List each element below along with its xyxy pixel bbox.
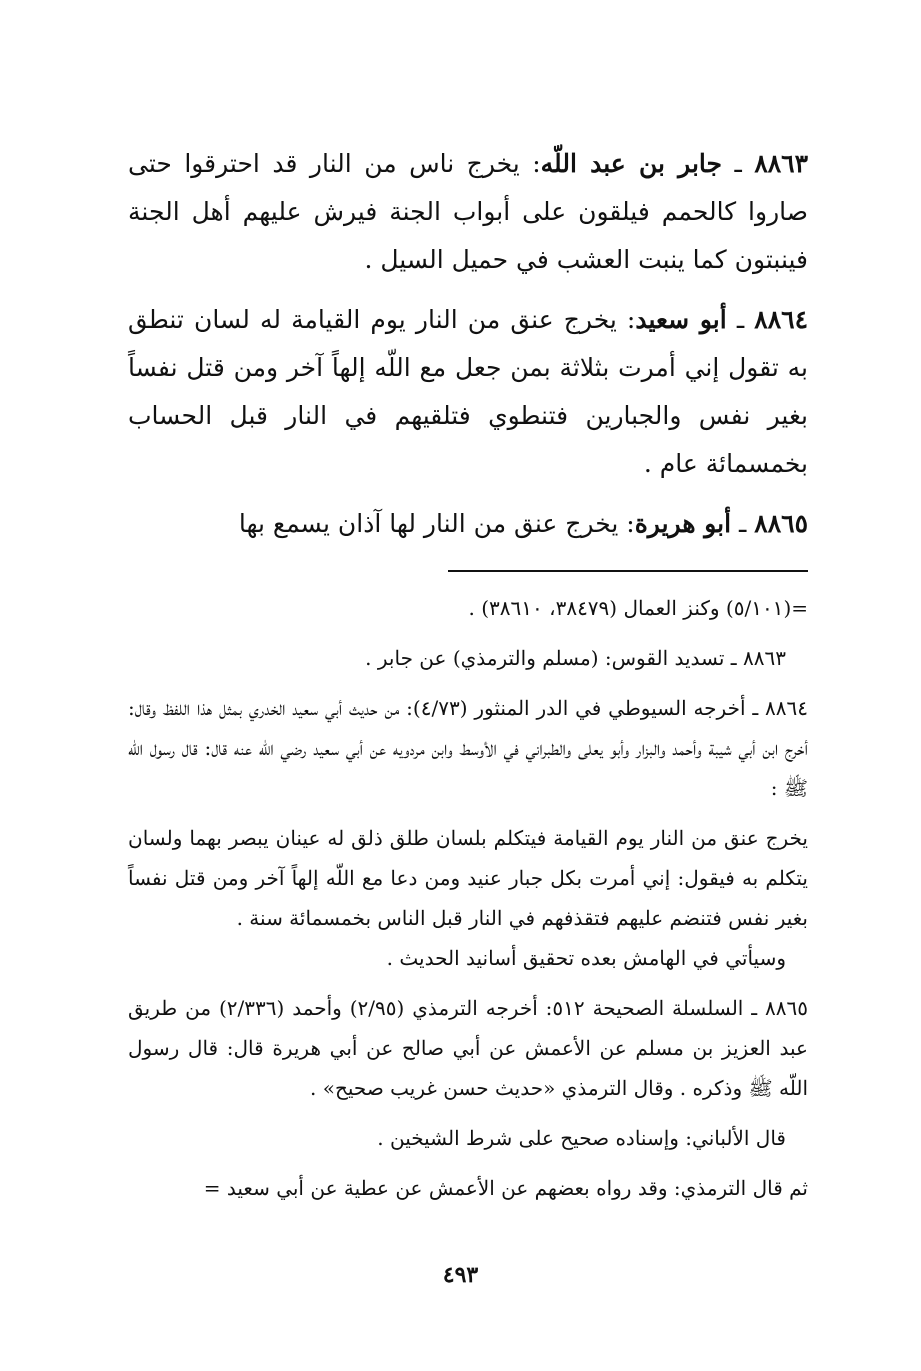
hadith-narrator: أبو سعيد [635, 305, 727, 334]
hadith-number: ٨٨٦٤ [754, 305, 808, 334]
hadith-entry: ٨٨٦٣ ـ جابر بن عبد اللّه: يخرج ناس من النار قد احترقوا حتى صاروا كالحمم فيلقون على أبواب الجنة فيرش عليهم أهل الجنة فينبتون كما ينبت العشب في حميل السيل . [128, 149, 809, 274]
page-body [128, 140, 808, 1208]
hadith-narrator: جابر بن عبد اللّه [540, 149, 723, 178]
hadith-number: ٨٨٦٥ [754, 509, 808, 538]
footnote: ٨٨٦٣ ـ تسديد القوس: (مسلم والترمذي) عن جابر . [365, 646, 786, 670]
hadith-narrator: أبو هريرة [634, 509, 732, 538]
hadith-number: ٨٨٦٣ [754, 149, 809, 178]
hadith-entries [128, 140, 808, 548]
hadith-entry: ٨٨٦٤ ـ أبو سعيد: يخرج عنق من النار يوم القيامة له لسان تنطق به تقول إني أمرت بثلاثة بمن جعل مع اللّه إلهاً آخر ومن قتل نفساً بغير نفس والجبارين فتنطوي فتلقيهم في النار قبل الحساب بخمسمائة عام . [128, 305, 808, 478]
page-number: ٤٩٣ [442, 1262, 479, 1288]
footnote: يخرج عنق من النار يوم القيامة فيتكلم بلسان طلق ذلق له عينان يبصر بهما ولسان يتكلم به فيقول: إني أمرت بكل جبار عنيد ومن دعا مع اللّه إلهاً آخر ومن قتل نفساً بغير نفس فتنضم عليهم فتقذفهم في النار قبل الناس بخمسمائة سنة . [128, 826, 808, 930]
hadith-text: يخرج عنق من النار لها آذان يسمع بها [238, 509, 619, 538]
footnote: وسيأتي في الهامش بعده تحقيق أسانيد الحديث . [386, 946, 786, 970]
footnote: ثم قال الترمذي: وقد رواه بعضهم عن الأعمش عن عطية عن أبي سعيد = [203, 1176, 808, 1200]
footnotes [128, 588, 808, 1208]
footnote: قال الألباني: وإسناده صحيح على شرط الشيخين . [377, 1126, 786, 1150]
hadith-entry: ٨٨٦٥ ـ أبو هريرة: يخرج عنق من النار لها آذان يسمع بها [238, 509, 808, 538]
footnote: ٨٨٦٥ ـ السلسلة الصحيحة ٥١٢: أخرجه الترمذي (٢/٩٥) وأحمد (٢/٣٣٦) من طريق عبد العزيز بن مسلم عن الأعمش عن أبي صالح عن أبي هريرة قال: قال رسول اللّه ﷺ وذكره . وقال الترمذي «حديث حسن غريب صحيح» . [128, 996, 808, 1100]
footnote-divider [448, 570, 808, 572]
hadith-text: يخرج عنق من النار يوم القيامة له لسان تنطق به تقول إني أمرت بثلاثة بمن جعل مع اللّه إلهاً آخر ومن قتل نفساً بغير نفس والجبارين فتنطوي فتلقيهم في النار قبل الحساب بخمسمائة عام . [128, 305, 808, 478]
footnote: ٨٨٦٤ ـ أخرجه السيوطي في الدر المنثور (٤/٧٣): من حديث أبي سعيد الخدري بمثل هذا اللفظ وقال: أخرج ابن أبي شيبة وأحمد والبزار وأبو يعلى والطبراني في الأوسط وابن مردويه عن أبي سعيد رضي اللّه عنه قال: قال رسول اللّه ﷺ : [128, 696, 809, 800]
footnote: =(٥/١٠١) وكنز العمال (٣٨٤٧٩، ٣٨٦١٠) . [468, 596, 808, 620]
hadith-text: يخرج ناس من النار قد احترقوا حتى صاروا كالحمم فيلقون على أبواب الجنة فيرش عليهم أهل الجنة فينبتون كما ينبت العشب في حميل السيل . [128, 149, 808, 274]
